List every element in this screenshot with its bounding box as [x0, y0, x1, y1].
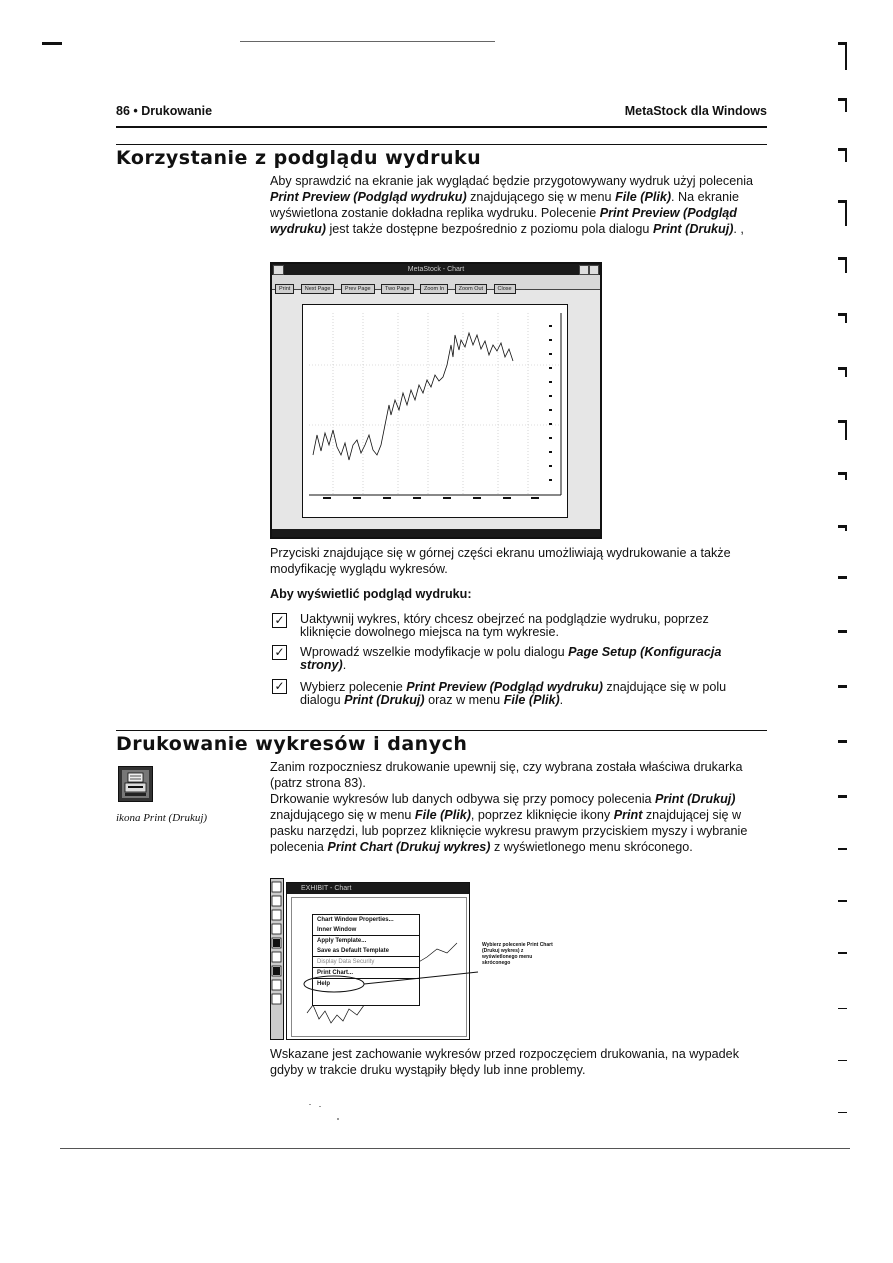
header-rule: [116, 126, 767, 128]
menu-item-print-chart[interactable]: Print Chart...: [313, 968, 419, 979]
step-checkbox: ✓: [272, 645, 287, 660]
window-title: EXHIBIT - Chart: [301, 885, 352, 892]
minimize-icon[interactable]: [579, 265, 589, 275]
zoom-out-button[interactable]: Zoom Out: [455, 284, 487, 294]
print-button[interactable]: Print: [275, 284, 294, 294]
menu-item-display-data-security[interactable]: Display Data Security: [313, 957, 419, 968]
section-rule: [116, 144, 767, 145]
callout-text: Wybierz polecenie Print Chart (Drukuj wykres) z wyświetlonego menu skróconego: [482, 942, 553, 966]
scan-mark: [42, 42, 62, 45]
preview-page: [302, 304, 568, 518]
step-checkbox: ✓: [272, 613, 287, 628]
print-preview-window: [270, 262, 602, 539]
section-rule: [116, 730, 767, 731]
preview-toolbar: [272, 275, 600, 290]
section-title: Drukowanie wykresów i danych: [116, 733, 468, 755]
zoom-in-button[interactable]: Zoom In: [420, 284, 448, 294]
bottom-scan-line: [60, 1148, 850, 1149]
prev-page-button[interactable]: Prev Page: [341, 284, 375, 294]
chart-window-illustration: [270, 878, 570, 1038]
step-2: Wprowadź wszelkie modyfikacje w polu dialogu Page Setup (Konfiguracja strony).: [300, 645, 722, 672]
menu-item-save-default-template[interactable]: Save as Default Template: [313, 946, 419, 957]
steps-heading: Aby wyświetlić podgląd wydruku:: [270, 587, 472, 601]
next-page-button[interactable]: Next Page: [301, 284, 335, 294]
intro-paragraph: Aby sprawdzić na ekranie jak wyglądać będzie przygotowywany wydruk użyj polecenia Print Preview (Podgląd wydruku) znajdującego się w menu File (Plik). Na ekranie wyświetlona zostanie dokładna replika wydruku. Polecenie Print Preview (Podgląd wydruku) jest także dostępne bezpośrednio z poziomu pola dialogu Print (Drukuj). ,: [270, 174, 754, 236]
step-checkbox: ✓: [272, 679, 287, 694]
two-page-button[interactable]: Two Page: [381, 284, 413, 294]
step-3: Wybierz polecenie Print Preview (Podgląd wydruku) znajdujące się w polu dialogu Print (Drukuj) oraz w menu File (Plik).: [300, 680, 727, 707]
system-menu-icon[interactable]: [273, 265, 284, 275]
running-header-left: 86 • Drukowanie: [116, 104, 213, 118]
closing-paragraph: Wskazane jest zachowanie wykresów przed rozpoczęciem drukowania, na wypadek gdyby w trakcie druku wystąpiły błędy lub inne problemy.: [270, 1047, 739, 1077]
scan-dots: [305, 1100, 345, 1120]
menu-item-help[interactable]: Help: [317, 981, 331, 987]
step-1: Uaktywnij wykres, który chcesz obejrzeć na podglądzie wydruku, poprzez kliknięcie dowolnego miejsca na tym wykresie.: [300, 612, 709, 639]
menu-item-inner-window[interactable]: Inner Window: [313, 925, 419, 936]
menu-item-apply-template[interactable]: Apply Template...: [317, 938, 367, 944]
price-chart-graphic: [303, 305, 567, 517]
status-bar: [272, 529, 600, 537]
print-paragraph-1: Zanim rozpoczniesz drukowanie upewnij się, czy wybrana została właściwa drukarka (patrz strona 83).: [270, 760, 743, 790]
running-header-right: MetaStock dla Windows: [624, 104, 767, 118]
maximize-icon[interactable]: [589, 265, 599, 275]
preview-caption: Przyciski znajdujące się w górnej części ekranu umożliwiają wydrukowanie a także modyfikację wyglądu wykresów.: [270, 546, 731, 576]
menu-item-chart-window-properties[interactable]: Chart Window Properties...: [317, 917, 394, 923]
print-paragraph-2: Drkowanie wykresów lub danych odbywa się przy pomocy polecenia Print (Drukuj) znajdującego się w menu File (Plik), poprzez kliknięcie ikony Print znajdującej się w pasku narzędzi, lub poprzez kliknięcie wykresu prawym przyciskiem myszy i wybranie polecenia Print Chart (Drukuj wykres) z wyświetlonego menu skróconego.: [270, 792, 748, 854]
icon-caption: ikona Print (Drukuj): [116, 812, 208, 824]
window-title: MetaStock - Chart: [407, 266, 465, 273]
close-button[interactable]: Close: [494, 284, 516, 294]
scan-line: [240, 41, 495, 42]
section-title: Korzystanie z podglądu wydruku: [116, 147, 482, 169]
window-title-bar: [272, 264, 600, 275]
printer-icon: [118, 766, 153, 802]
